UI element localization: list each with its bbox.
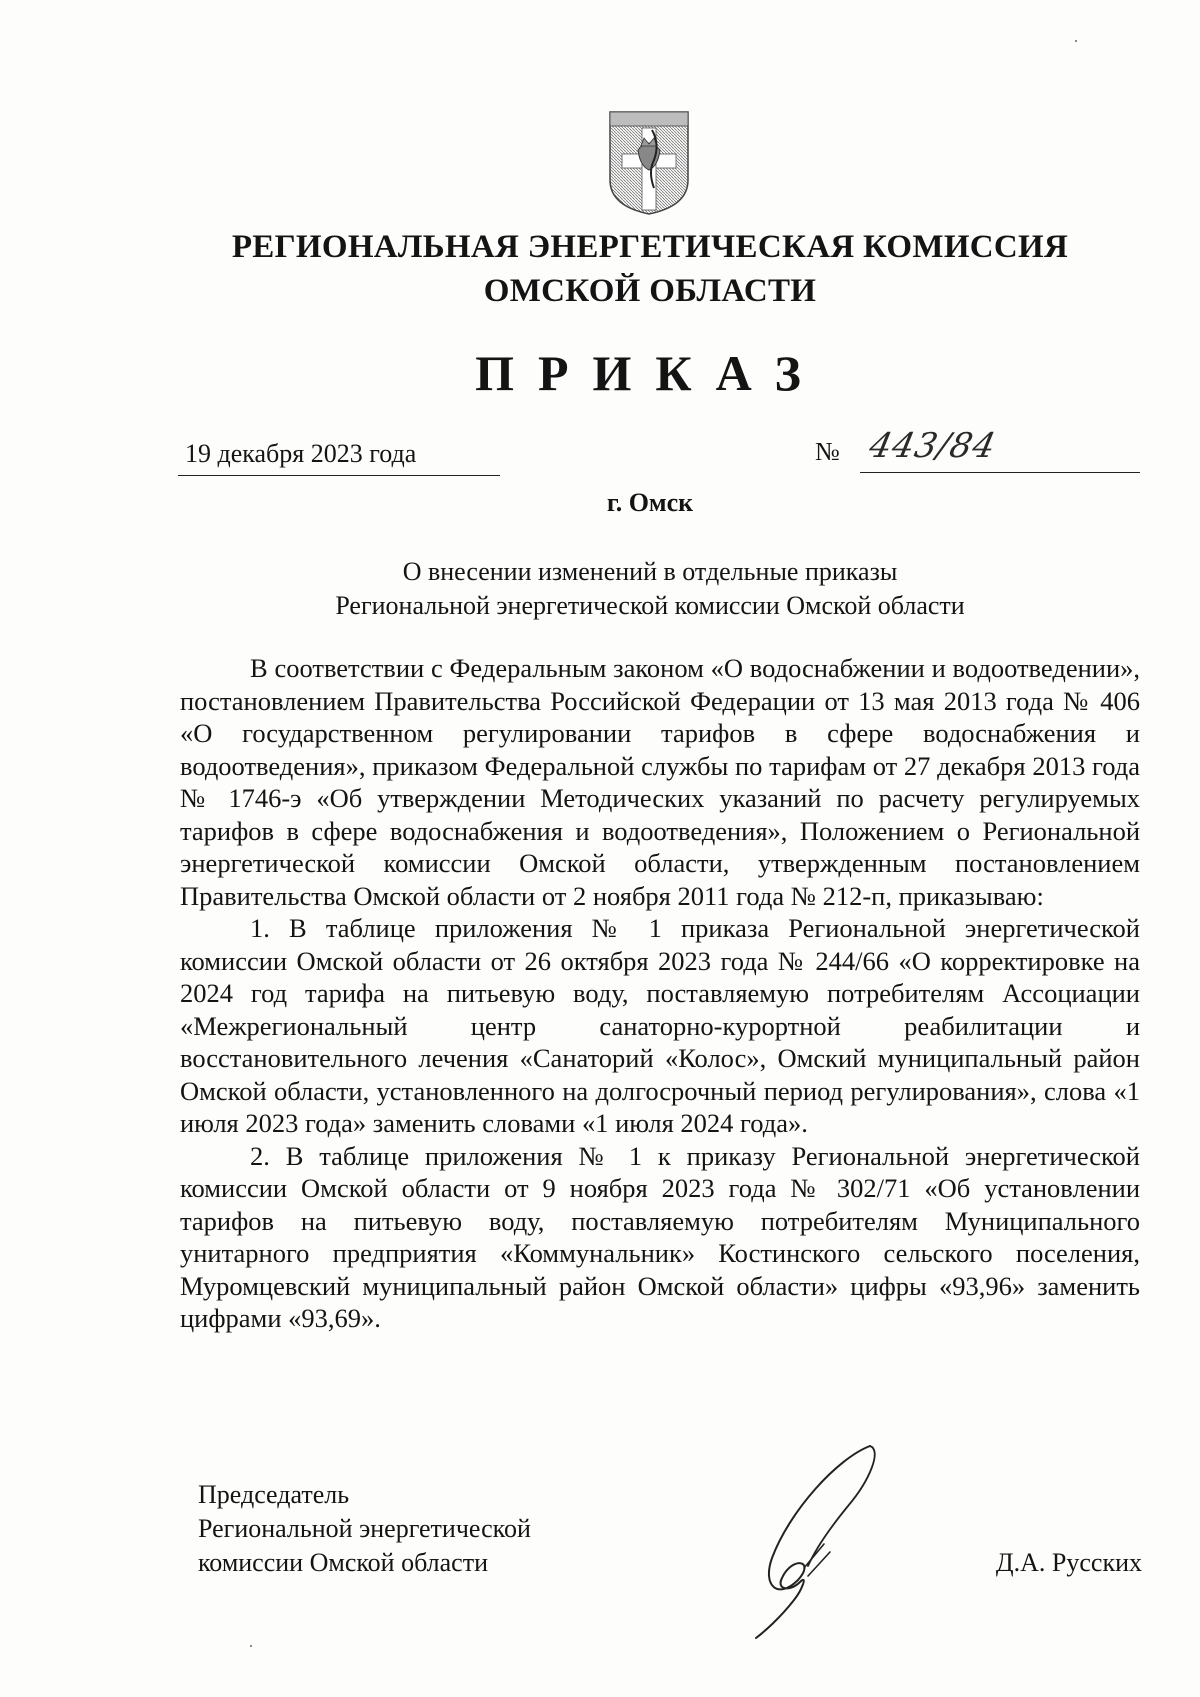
- coat-of-arms-emblem: [608, 110, 690, 216]
- organization-name-line2: ОМСКОЙ ОБЛАСТИ: [483, 273, 817, 309]
- document-date: 19 декабря 2023 года: [185, 439, 417, 468]
- handwritten-document-number: 443/84: [865, 426, 1000, 466]
- signatory-name: Д.А. Русских: [995, 1548, 1142, 1577]
- document-body: [180, 652, 1140, 1335]
- document-city: г. Омск: [606, 488, 694, 517]
- signatory-title-line3: комиссии Омской области: [198, 1548, 488, 1577]
- number-label: №: [815, 437, 840, 466]
- document-type-title: ПРИКАЗ: [475, 345, 825, 401]
- order-item-2: 2. В таблице приложения № 1 к приказу Региональной энергетической комиссии Омской области от 9 ноября 2023 года № 302/71 «Об установлении тарифов на питьевую воду, поставляемую потребителям Муниципального унитарного предприятия «Коммунальник» Костинского сельского поселения, Муромцевский муниципальный район Омской области» цифры «93,96» заменить цифрами «93,69».: [180, 1140, 1140, 1333]
- signatory-title-line1: Председатель: [198, 1480, 350, 1509]
- subject-line1: О внесении изменений в отдельные приказы: [402, 557, 898, 586]
- preamble-paragraph: В соответствии с Федеральным законом «О водоснабжении и водоотведении», постановлением Правительства Российской Федерации от 13 мая 2013 года № 406 «О государственном регулировании тарифов в сфере водоснабжения и водоотведения», приказом Федеральной службы по тарифам от 27 декабря 2013 года № 1746-э «Об утверждении Методических указаний по расчету регулируемых тарифов в сфере водоснабжения и водоотведения», Положением о Региональной энергетической комиссии Омской области, утвержденным постановлением Правительства Омской области от 2 ноября 2011 года № 212-п, приказываю:: [180, 653, 1140, 911]
- order-item-1: 1. В таблице приложения № 1 приказа Региональной энергетической комиссии Омской области от 26 октября 2023 года № 244/66 «О корректировке на 2024 год тарифа на питьевую воду, поставляемую потребителям Ассоциации «Межрегиональный центр санаторно-курортной реабилитации и восстановительного лечения «Санаторий «Колос», Омский муниципальный район Омской области, установленного на долгосрочный период регулирования», слова «1 июля 2023 года» заменить словами «1 июля 2024 года».: [180, 913, 1140, 1138]
- handwritten-signature: [720, 1440, 890, 1640]
- scan-speck: [1075, 40, 1077, 42]
- scan-speck: [250, 1645, 252, 1647]
- signatory-title-line2: Региональной энергетической: [198, 1514, 531, 1543]
- signatory-title: [198, 1478, 531, 1580]
- subject-line2: Региональной энергетической комиссии Омской области: [335, 591, 965, 620]
- date-underline: [178, 475, 500, 476]
- document-subject: [180, 555, 1120, 623]
- number-underline: [860, 472, 1140, 473]
- organization-name-line1: РЕГИОНАЛЬНАЯ ЭНЕРГЕТИЧЕСКАЯ КОМИССИЯ: [231, 229, 1069, 265]
